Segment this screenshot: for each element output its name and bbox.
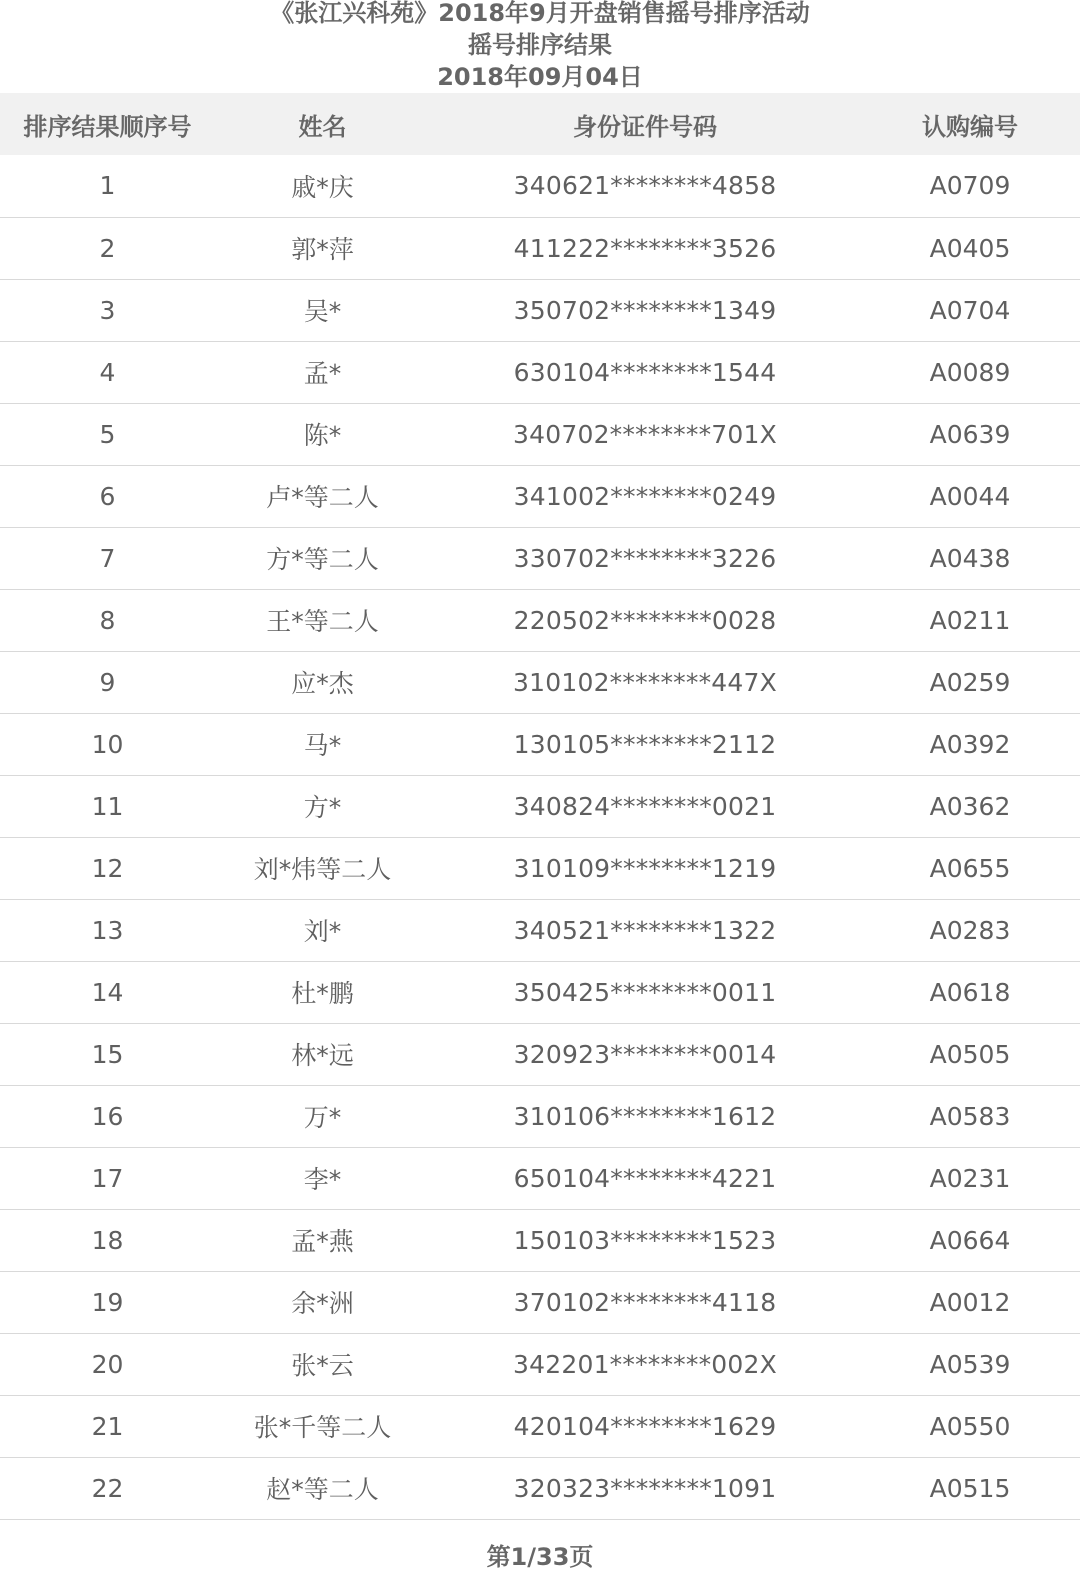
cell-name: 陈* <box>215 403 430 465</box>
cell-sequence: 6 <box>0 465 215 527</box>
cell-name: 孟*燕 <box>215 1209 430 1271</box>
column-header-sequence: 排序结果顺序号 <box>23 112 192 141</box>
table-row <box>0 465 1080 527</box>
cell-id-number: 650104********4221 <box>430 1147 860 1209</box>
cell-name: 卢*等二人 <box>215 465 430 527</box>
cell-subscription-code: A0012 <box>860 1271 1080 1333</box>
cell-id-number: 341002********0249 <box>430 465 860 527</box>
cell-id-number: 130105********2112 <box>430 713 860 775</box>
lottery-results-table <box>0 93 1080 1520</box>
table-row <box>0 1209 1080 1271</box>
cell-name: 余*洲 <box>215 1271 430 1333</box>
table-row <box>0 1395 1080 1457</box>
cell-id-number: 411222********3526 <box>430 217 860 279</box>
cell-subscription-code: A0089 <box>860 341 1080 403</box>
cell-subscription-code: A0362 <box>860 775 1080 837</box>
cell-name: 孟* <box>215 341 430 403</box>
cell-subscription-code: A0515 <box>860 1457 1080 1519</box>
cell-name: 戚*庆 <box>215 155 430 217</box>
cell-id-number: 330702********3226 <box>430 527 860 589</box>
cell-sequence: 3 <box>0 279 215 341</box>
cell-sequence: 7 <box>0 527 215 589</box>
cell-subscription-code: A0664 <box>860 1209 1080 1271</box>
cell-sequence: 4 <box>0 341 215 403</box>
document-title: 《张江兴科苑》2018年9月开盘销售摇号排序活动 <box>270 0 810 27</box>
table-row <box>0 713 1080 775</box>
cell-sequence: 8 <box>0 589 215 651</box>
cell-subscription-code: A0392 <box>860 713 1080 775</box>
cell-subscription-code: A0211 <box>860 589 1080 651</box>
cell-id-number: 220502********0028 <box>430 589 860 651</box>
cell-sequence: 1 <box>0 155 215 217</box>
cell-name: 李* <box>215 1147 430 1209</box>
cell-name: 王*等二人 <box>215 589 430 651</box>
document-footer <box>0 1520 1080 1572</box>
table-row <box>0 837 1080 899</box>
cell-subscription-code: A0231 <box>860 1147 1080 1209</box>
cell-name: 杜*鹏 <box>215 961 430 1023</box>
cell-id-number: 420104********1629 <box>430 1395 860 1457</box>
cell-subscription-code: A0539 <box>860 1333 1080 1395</box>
cell-name: 张*云 <box>215 1333 430 1395</box>
cell-sequence: 9 <box>0 651 215 713</box>
table-header-row <box>0 93 1080 155</box>
table-row <box>0 1457 1080 1519</box>
table-row <box>0 1333 1080 1395</box>
cell-sequence: 2 <box>0 217 215 279</box>
cell-subscription-code: A0704 <box>860 279 1080 341</box>
cell-id-number: 310102********447X <box>430 651 860 713</box>
cell-sequence: 16 <box>0 1085 215 1147</box>
cell-id-number: 310106********1612 <box>430 1085 860 1147</box>
cell-subscription-code: A0405 <box>860 217 1080 279</box>
cell-name: 赵*等二人 <box>215 1457 430 1519</box>
cell-name: 万* <box>215 1085 430 1147</box>
cell-subscription-code: A0438 <box>860 527 1080 589</box>
cell-subscription-code: A0709 <box>860 155 1080 217</box>
cell-id-number: 630104********1544 <box>430 341 860 403</box>
cell-name: 郭*萍 <box>215 217 430 279</box>
cell-name: 刘* <box>215 899 430 961</box>
cell-id-number: 320323********1091 <box>430 1457 860 1519</box>
cell-sequence: 5 <box>0 403 215 465</box>
table-body <box>0 155 1080 1519</box>
cell-name: 方*等二人 <box>215 527 430 589</box>
table-row <box>0 279 1080 341</box>
table-row <box>0 217 1080 279</box>
cell-sequence: 12 <box>0 837 215 899</box>
document-subtitle: 摇号排序结果 <box>468 31 612 59</box>
cell-sequence: 22 <box>0 1457 215 1519</box>
cell-name: 张*千等二人 <box>215 1395 430 1457</box>
table-row <box>0 589 1080 651</box>
cell-name: 刘*炜等二人 <box>215 837 430 899</box>
table-row <box>0 155 1080 217</box>
cell-subscription-code: A0639 <box>860 403 1080 465</box>
table-row <box>0 899 1080 961</box>
cell-id-number: 370102********4118 <box>430 1271 860 1333</box>
cell-id-number: 340824********0021 <box>430 775 860 837</box>
cell-subscription-code: A0550 <box>860 1395 1080 1457</box>
column-header-name: 姓名 <box>298 112 347 141</box>
cell-subscription-code: A0259 <box>860 651 1080 713</box>
document-header <box>0 0 1080 93</box>
table-row <box>0 1023 1080 1085</box>
table-row <box>0 527 1080 589</box>
cell-id-number: 310109********1219 <box>430 837 860 899</box>
column-header-subscription-code: 认购编号 <box>922 112 1018 141</box>
cell-subscription-code: A0583 <box>860 1085 1080 1147</box>
cell-sequence: 21 <box>0 1395 215 1457</box>
table-row <box>0 341 1080 403</box>
cell-subscription-code: A0044 <box>860 465 1080 527</box>
cell-sequence: 13 <box>0 899 215 961</box>
table-row <box>0 961 1080 1023</box>
cell-subscription-code: A0655 <box>860 837 1080 899</box>
cell-id-number: 340621********4858 <box>430 155 860 217</box>
cell-id-number: 342201********002X <box>430 1333 860 1395</box>
cell-name: 马* <box>215 713 430 775</box>
cell-sequence: 15 <box>0 1023 215 1085</box>
cell-name: 吴* <box>215 279 430 341</box>
table-row <box>0 1147 1080 1209</box>
cell-sequence: 10 <box>0 713 215 775</box>
cell-subscription-code: A0505 <box>860 1023 1080 1085</box>
cell-id-number: 340702********701X <box>430 403 860 465</box>
cell-id-number: 350702********1349 <box>430 279 860 341</box>
cell-id-number: 150103********1523 <box>430 1209 860 1271</box>
cell-name: 林*远 <box>215 1023 430 1085</box>
cell-id-number: 340521********1322 <box>430 899 860 961</box>
page-indicator: 第1/33页 <box>486 1542 594 1571</box>
cell-sequence: 20 <box>0 1333 215 1395</box>
cell-subscription-code: A0618 <box>860 961 1080 1023</box>
table-header <box>0 93 1080 155</box>
cell-sequence: 14 <box>0 961 215 1023</box>
cell-id-number: 320923********0014 <box>430 1023 860 1085</box>
table-row <box>0 1085 1080 1147</box>
cell-sequence: 17 <box>0 1147 215 1209</box>
cell-name: 应*杰 <box>215 651 430 713</box>
table-row <box>0 775 1080 837</box>
cell-sequence: 18 <box>0 1209 215 1271</box>
cell-sequence: 19 <box>0 1271 215 1333</box>
cell-subscription-code: A0283 <box>860 899 1080 961</box>
cell-name: 方* <box>215 775 430 837</box>
column-header-id-number: 身份证件号码 <box>573 112 717 141</box>
cell-sequence: 11 <box>0 775 215 837</box>
table-row <box>0 1271 1080 1333</box>
cell-id-number: 350425********0011 <box>430 961 860 1023</box>
table-row <box>0 403 1080 465</box>
table-row <box>0 651 1080 713</box>
document-date: 2018年09月04日 <box>437 63 643 91</box>
